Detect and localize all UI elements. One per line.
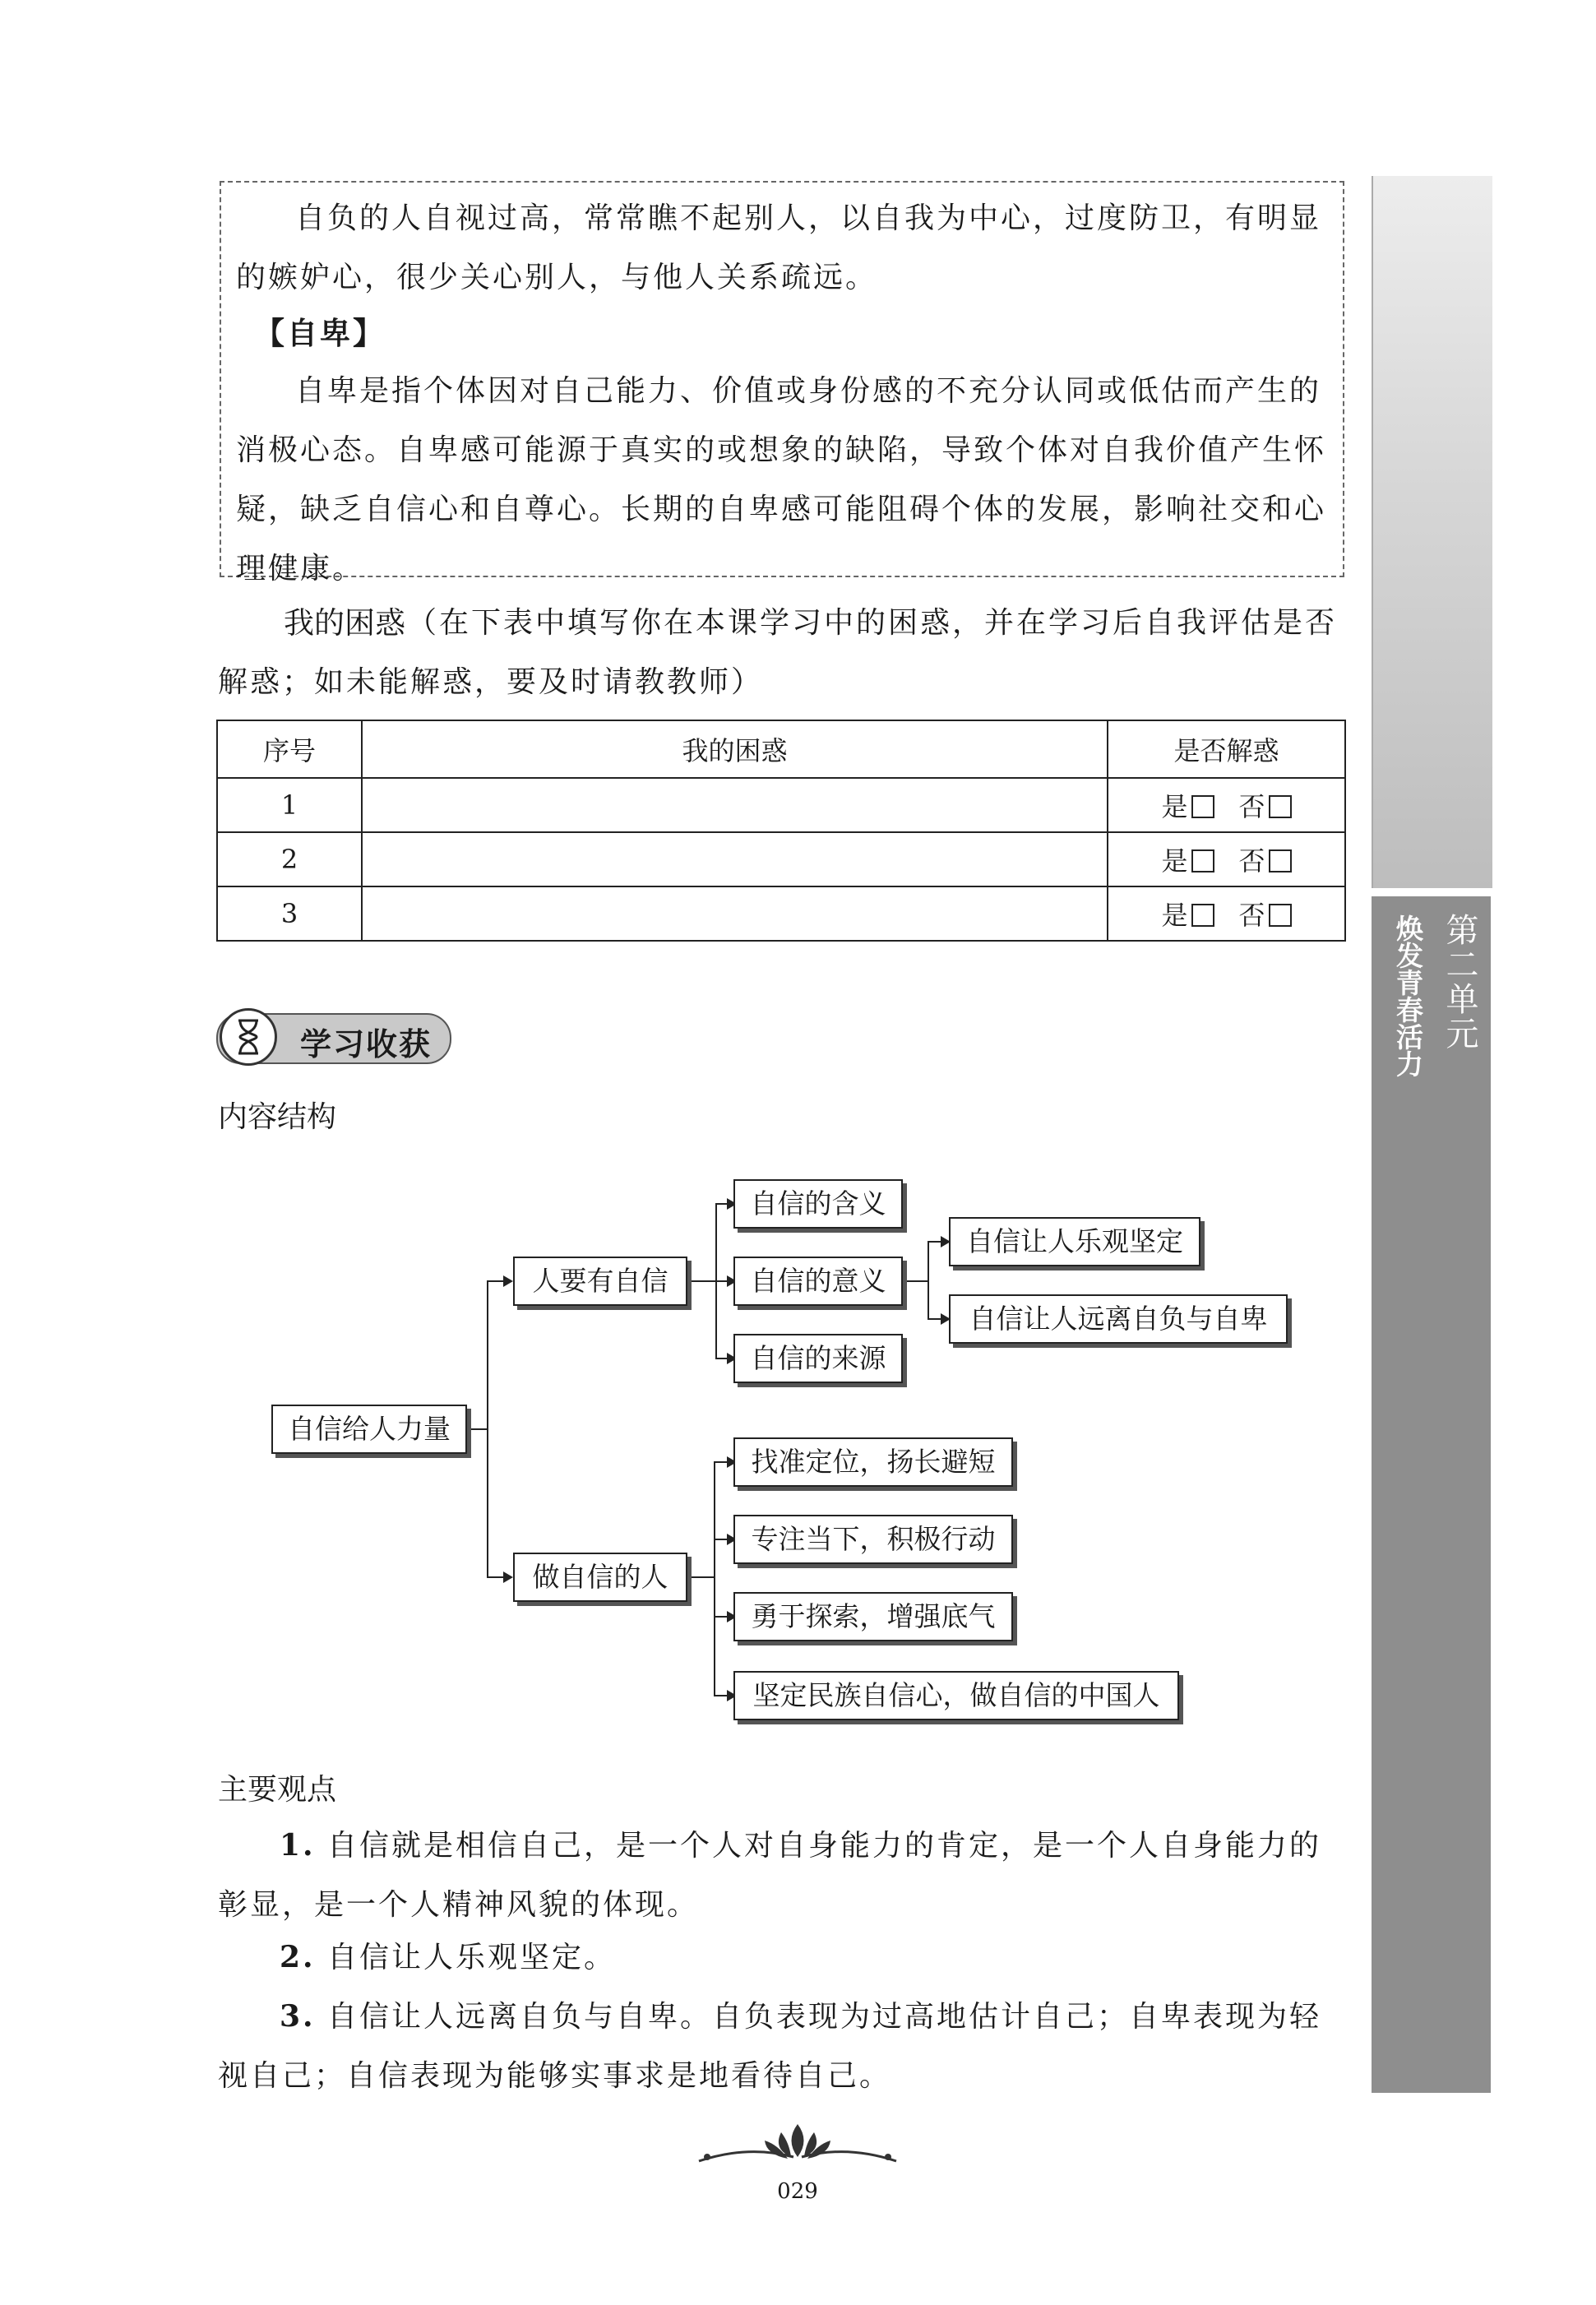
yes-checkbox[interactable]	[1191, 904, 1214, 927]
node-explore: 勇于探索，增强底气	[733, 1592, 1013, 1641]
row-number: 2	[217, 832, 362, 886]
confusion-title: 我的困惑	[284, 605, 405, 641]
table-row	[217, 832, 1345, 886]
node-source: 自信的来源	[733, 1334, 903, 1383]
branch-node-have-confidence: 人要有自信	[513, 1257, 687, 1306]
point-3	[218, 1987, 1346, 2106]
row-content[interactable]	[362, 886, 1108, 941]
inferiority-paragraph: 自卑是指个体因对自己能力、价值或身份感的不充分认同或低估而产生的消极心态。自卑感可能源于真实的或想象的缺陷，导致个体对自我价值产生怀疑，缺乏自信心和自尊心。长期的自卑感可能阻碍个体的发展，影响社交和心理健康。	[236, 374, 1327, 586]
row-resolved	[1108, 886, 1345, 941]
row-number: 1	[217, 778, 362, 832]
no-label: 否	[1238, 845, 1265, 877]
section-badge-label: 学习收获	[300, 1026, 433, 1062]
root-node: 自信给人力量	[271, 1405, 467, 1454]
yes-label: 是	[1161, 845, 1188, 877]
no-label: 否	[1238, 791, 1265, 822]
branch-node-be-confident: 做自信的人	[513, 1553, 687, 1602]
point-number: 1.	[280, 1828, 316, 1863]
unit-title: 焕发青春活力	[1392, 914, 1424, 1077]
reading-box	[220, 181, 1344, 586]
yes-label: 是	[1161, 900, 1188, 931]
node-find-position: 找准定位，扬长避短	[733, 1437, 1013, 1487]
page-number: 029	[777, 2179, 818, 2204]
point-number: 3.	[280, 1999, 316, 2034]
no-checkbox[interactable]	[1269, 795, 1292, 818]
point-2	[218, 1928, 1346, 1988]
row-content[interactable]	[362, 778, 1108, 832]
point-1	[218, 1816, 1346, 1935]
yes-label: 是	[1161, 791, 1188, 822]
table-row	[217, 886, 1345, 941]
hourglass-icon	[220, 1008, 277, 1066]
row-resolved	[1108, 778, 1345, 832]
side-tab-pattern	[1372, 176, 1492, 888]
inferiority-heading: 【自卑】	[254, 316, 386, 351]
row-content[interactable]	[362, 832, 1108, 886]
header-confusion: 我的困惑	[362, 720, 1108, 778]
node-significance: 自信的意义	[733, 1257, 903, 1306]
node-away-from-arrogance: 自信让人远离自负与自卑	[949, 1294, 1288, 1344]
table-header-row	[217, 720, 1345, 778]
no-checkbox[interactable]	[1269, 849, 1292, 872]
node-meaning-definition: 自信的含义	[733, 1179, 903, 1229]
node-national-confidence: 坚定民族自信心，做自信的中国人	[733, 1671, 1179, 1720]
no-label: 否	[1238, 900, 1265, 931]
point-text: 自信让人乐观坚定。	[327, 1941, 617, 1974]
point-text: 自信让人远离自负与自卑。自负表现为过高地估计自己；自卑表现为轻视自己；自信表现为能够实事求是地看待自己。	[218, 2000, 1322, 2093]
section-badge	[216, 1013, 451, 1064]
point-text: 自信就是相信自己，是一个人对自身能力的肯定，是一个人自身能力的彰显，是一个人精神风貌的体现。	[218, 1829, 1322, 1922]
yes-checkbox[interactable]	[1191, 795, 1214, 818]
row-resolved	[1108, 832, 1345, 886]
points-heading: 主要观点	[218, 1773, 337, 1807]
row-number: 3	[217, 886, 362, 941]
node-optimistic: 自信让人乐观坚定	[949, 1217, 1200, 1266]
structure-heading: 内容结构	[218, 1100, 337, 1134]
leaf-ornament-icon	[691, 2120, 904, 2178]
point-number: 2.	[280, 1940, 316, 1974]
node-focus-present: 专注当下，积极行动	[733, 1515, 1013, 1564]
no-checkbox[interactable]	[1269, 904, 1292, 927]
table-row	[217, 778, 1345, 832]
unit-number: 第二单元	[1441, 913, 1478, 1051]
arrogance-paragraph: 自负的人自视过高，常常瞧不起别人，以自我为中心，过度防卫，有明显的嫉妒心，很少关心别人，与他人关系疏远。	[236, 201, 1322, 294]
confusion-instruction	[218, 594, 1346, 712]
header-resolved: 是否解惑	[1108, 720, 1345, 778]
confusion-table	[216, 720, 1346, 942]
confusion-instruction-text: （在下表中填写你在本课学习中的困惑，并在学习后自我评估是否解惑；如未能解惑，要及时请教教师）	[218, 606, 1338, 699]
header-number: 序号	[217, 720, 362, 778]
yes-checkbox[interactable]	[1191, 849, 1214, 872]
